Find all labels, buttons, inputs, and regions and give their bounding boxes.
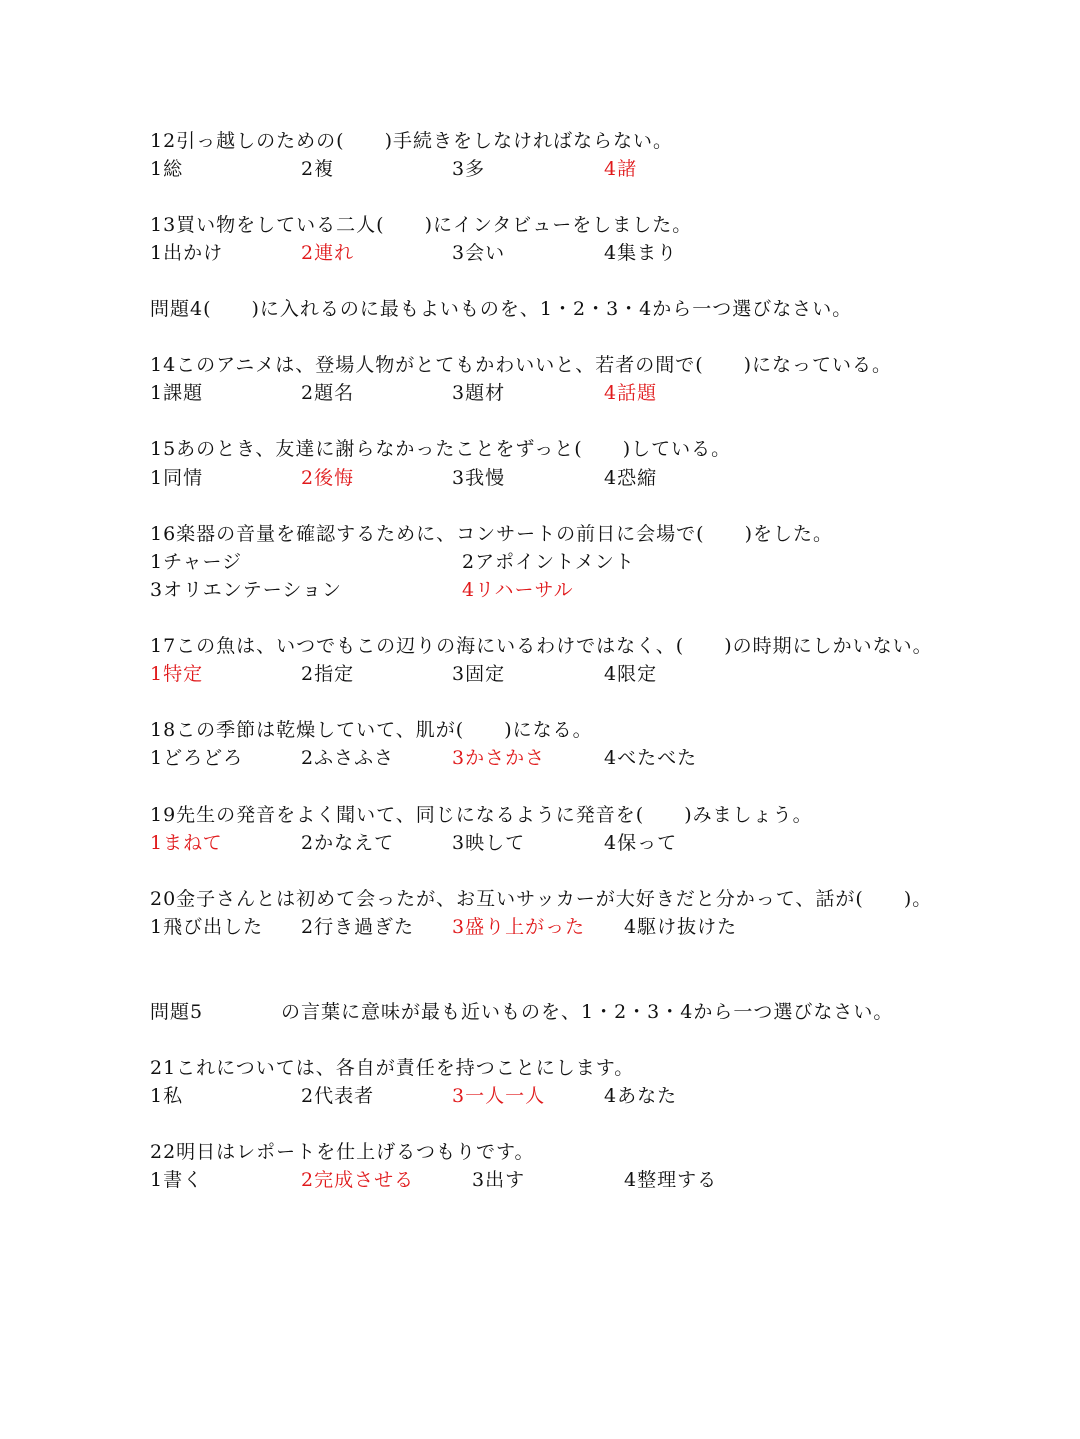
q20-option-2: 2行き過ぎた <box>301 916 415 938</box>
q19-option-3: 3映して <box>452 832 526 854</box>
q12-option-3: 3多 <box>452 158 486 180</box>
q20-option-1: 1飛び出した <box>150 916 264 938</box>
q15-option-3: 3我慢 <box>452 467 506 489</box>
q14-option-2: 2題名 <box>301 382 355 404</box>
question-22-stem: 22明日はレポートを仕上げるつもりです。 <box>150 1141 535 1163</box>
section-4-instruction: 問題4( )に入れるのに最もよいものを、1・2・3・4から一つ選びなさい。 <box>150 298 853 320</box>
q17-option-4: 4限定 <box>604 663 658 685</box>
q21-option-3-answer: 3一人一人 <box>452 1085 546 1107</box>
q18-option-2: 2ふさふさ <box>301 747 395 769</box>
q22-option-2-answer: 2完成させる <box>301 1169 415 1191</box>
section-5-label: 問題5 <box>150 1001 204 1023</box>
q13-option-4: 4集まり <box>604 242 678 264</box>
q12-option-4-answer: 4諸 <box>604 158 638 180</box>
question-18-stem: 18この季節は乾燥していて、肌が( )になる。 <box>150 719 593 741</box>
question-19-stem: 19先生の発音をよく聞いて、同じになるように発音を( )みましょう。 <box>150 804 813 826</box>
q13-option-2-answer: 2連れ <box>301 242 355 264</box>
q21-option-4: 4あなた <box>604 1085 678 1107</box>
q20-option-4: 4駆け抜けた <box>624 916 738 938</box>
question-17-stem: 17この魚は、いつでもこの辺りの海にいるわけではなく、( )の時期にしかいない。 <box>150 635 933 657</box>
q16-option-4-answer: 4リハーサル <box>462 579 574 601</box>
q16-option-1: 1チャージ <box>150 551 243 573</box>
q18-option-4: 4べたべた <box>604 747 698 769</box>
q16-option-2: 2アポイントメント <box>462 551 635 573</box>
q19-option-2: 2かなえて <box>301 832 395 854</box>
q15-option-1: 1同情 <box>150 467 204 489</box>
q20-option-3-answer: 3盛り上がった <box>452 916 586 938</box>
question-15-stem: 15あのとき、友達に謝らなかったことをずっと( )している。 <box>150 438 732 460</box>
q22-option-3: 3出す <box>472 1169 526 1191</box>
q17-option-2: 2指定 <box>301 663 355 685</box>
q22-option-1: 1書く <box>150 1169 204 1191</box>
q18-option-1: 1どろどろ <box>150 747 244 769</box>
q17-option-1-answer: 1特定 <box>150 663 204 685</box>
question-14-stem: 14このアニメは、登場人物がとてもかわいいと、若者の間で( )になっている。 <box>150 354 893 376</box>
q18-option-3-answer: 3かさかさ <box>452 747 546 769</box>
q21-option-1: 1私 <box>150 1085 184 1107</box>
question-20-stem: 20金子さんとは初めて会ったが、お互いサッカーが大好きだと分かって、話が( )。 <box>150 888 933 910</box>
q14-option-4-answer: 4話題 <box>604 382 658 404</box>
q12-option-1: 1総 <box>150 158 184 180</box>
q13-option-1: 1出かけ <box>150 242 224 264</box>
q12-option-2: 2複 <box>301 158 335 180</box>
q14-option-1: 1課題 <box>150 382 204 404</box>
q14-option-3: 3題材 <box>452 382 506 404</box>
q15-option-2-answer: 2後悔 <box>301 467 355 489</box>
q13-option-3: 3会い <box>452 242 506 264</box>
question-21-stem: 21これについては、各自が責任を持つことにします。 <box>150 1057 635 1079</box>
question-12-stem: 12引っ越しのための( )手続きをしなければならない。 <box>150 130 674 152</box>
q21-option-2: 2代表者 <box>301 1085 375 1107</box>
q17-option-3: 3固定 <box>452 663 506 685</box>
q15-option-4: 4恐縮 <box>604 467 658 489</box>
q19-option-4: 4保って <box>604 832 678 854</box>
q22-option-4: 4整理する <box>624 1169 718 1191</box>
question-13-stem: 13買い物をしている二人( )にインタビューをしました。 <box>150 214 693 236</box>
q19-option-1-answer: 1まねて <box>150 832 223 854</box>
section-5-instruction: の言葉に意味が最も近いものを、1・2・3・4から一つ選びなさい。 <box>281 1001 894 1023</box>
question-16-stem: 16楽器の音量を確認するために、コンサートの前日に会場で( )をした。 <box>150 523 834 545</box>
q16-option-3: 3オリエンテーション <box>150 579 342 601</box>
